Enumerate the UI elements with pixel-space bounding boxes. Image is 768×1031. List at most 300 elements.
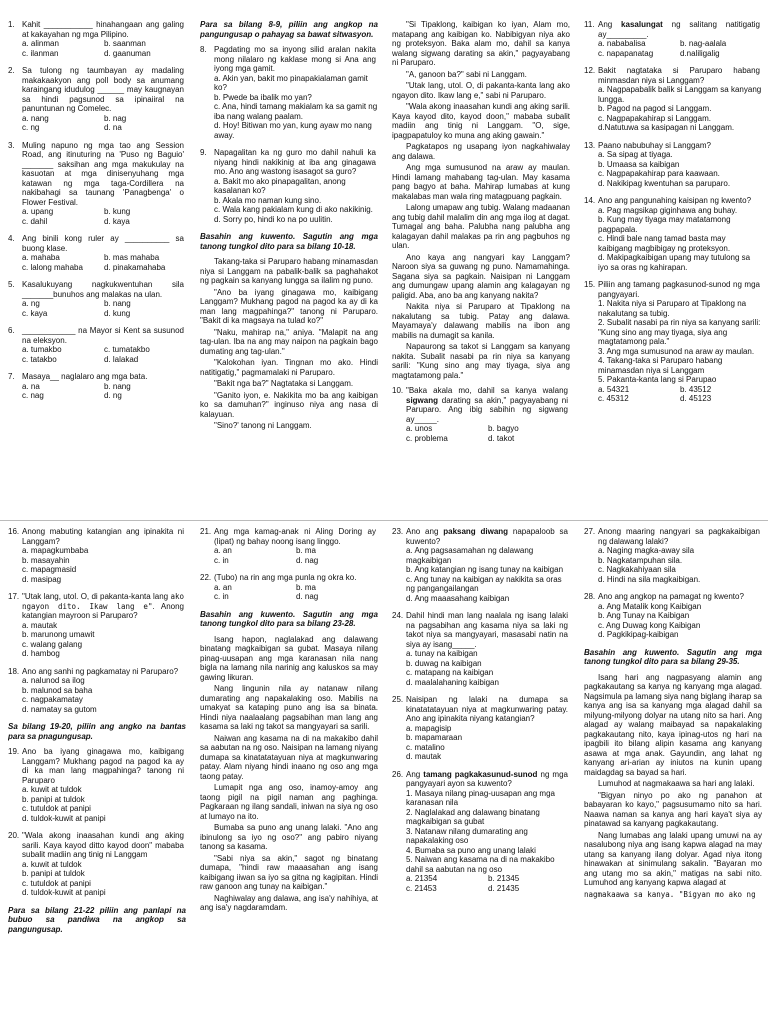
story-paragraph: Pagkatapos ng usapang iyon nagkahiwalay ang dalawa.: [392, 142, 570, 161]
option-item: a. kuwit at tuldok: [22, 785, 82, 794]
question-row: [8, 141, 186, 208]
option-item: c. 21453: [406, 883, 437, 893]
option-item: c. napapanatag: [598, 48, 654, 58]
question-item: [584, 280, 762, 404]
story-paragraph: "Si Tipaklong, kaibigan ko iyan, Alam mo, matapang ang kaibigan ko. Nabibigyan niya ako ng proteksyon. Baka alam mo, dahil sa kanya walang sigwang darating sa akin," pagyayabang ni Paruparo.: [392, 20, 570, 67]
instruction: Basahin ang kuwento. Sagutin ang mga tanong tungkol dito para sa bilang 10-18.: [200, 232, 378, 251]
question-item: [584, 66, 762, 133]
question-item: [392, 611, 570, 687]
option-item: 1. Nakita niya si Paruparo at Tipaklong na nakalutang sa tubig.: [598, 299, 747, 318]
option-item: b. panipi at tuldok: [22, 869, 85, 878]
question-text-part: Ang: [406, 769, 424, 779]
option-grid: [22, 382, 186, 401]
option-item: 4. Bumaba sa puno ang unang lalaki: [406, 845, 536, 855]
option-item: 3. Natanaw nilang dumarating ang napakalaking oso: [406, 826, 528, 845]
option-row: [406, 424, 570, 434]
question-number: 24.: [392, 611, 404, 620]
question-number: 15.: [584, 280, 596, 289]
option-row: [22, 207, 186, 217]
question-row: [8, 234, 186, 253]
story-paragraph: "Kalokohan iyan. Tingnan mo ako. Hindi natitigatig," pagmamalaki ni Paruparo.: [200, 358, 378, 377]
question-text: Naisipan ng lalaki na dumapa sa kinatatatayuan niya at magkunwaring patay. Ano ang ipinakita niyang katangian?: [406, 695, 568, 723]
option-item: 1. Masaya nilang pinag-uusapan ang mga karanasan nila: [406, 788, 555, 807]
question-text: Paano nabubuhay si Langgam?: [598, 140, 711, 150]
question-number: 16.: [8, 527, 20, 536]
option-grid: [406, 874, 570, 893]
question-number: 28.: [584, 592, 596, 601]
option-item: a. tunay na kaibigan: [406, 649, 478, 658]
question-row: [584, 280, 762, 299]
question-item: [392, 770, 570, 894]
option-item: d. takot: [488, 433, 515, 443]
question-text: Muling napuno ng mga tao ang Session Road, ang itinuturing na 'Puso ng Baguio' _______ saksihan ang mga makukulay na kasuotan at mga dinisenyuhang mga katawan ng mga taga-Cordillera na nakibahagi sa taunang 'Panagbenga' o Flower Festival.: [22, 140, 184, 207]
question-item: [8, 20, 186, 58]
story-paragraph: Napaurong sa takot si Langgam sa kanyang nakita. Subalit nasabi pa rin niya sa kanyang sarili: "Kung sino ang may tiyaga, siya ang magtatamong pala.": [392, 342, 570, 380]
question-text-part: ng salitang natitigatig ay_________.: [598, 20, 760, 39]
question-number: 11.: [584, 20, 595, 29]
option-item: b. Ang katangian ng isang tunay na kaibigan: [406, 565, 564, 574]
option-item: a. an: [214, 582, 232, 592]
question-number: 12.: [584, 66, 596, 75]
option-item: a. Sa sipag at tiyaga.: [598, 150, 673, 159]
option-item: d. ng: [104, 391, 122, 400]
option-row: [598, 39, 762, 49]
question-row: [8, 326, 186, 345]
story-paragraph: Naghiwalay ang dalawa, ang isa'y nahihiya, at ang isa'y nagdaramdam.: [200, 893, 378, 912]
option-row: [22, 391, 186, 401]
option-row: [214, 556, 378, 566]
option-row: [22, 309, 186, 319]
instruction: Basahin ang kuwento. Sagutin ang mga tanong tungkol dito para sa bilang 29-35.: [584, 647, 762, 666]
question-row: [200, 527, 378, 546]
question-item: [392, 527, 570, 603]
option-row: [22, 355, 186, 365]
question-row: [584, 592, 762, 602]
question-number: 23.: [392, 527, 404, 536]
option-row: [598, 394, 762, 404]
question-text: Ano ang sanhi ng pagkamatay ni Paruparo?: [22, 666, 179, 676]
bottom-column-2: [200, 521, 378, 1031]
question-number: 21.: [200, 527, 212, 536]
option-item: b. mas mahaba: [104, 253, 160, 262]
question-number: 4.: [8, 234, 15, 243]
option-list: [406, 789, 570, 875]
option-item: c. lalong mahaba: [22, 262, 83, 272]
option-item: c. matalino: [406, 742, 445, 752]
question-text: Napagalitan ka ng guro mo dahil nahuli ka niyang hindi nakikinig at iba ang ginagawa mo. Ano ang wastong isasagot sa guro?: [214, 148, 376, 176]
option-item: 3. Ang mga sumusunod na araw ay maulan.: [598, 346, 755, 356]
story-paragraph: Nang lumabas ang lalaki upang umuwi na ay nasalubong niya ang isang kapwa alagad na may utang sa kanyang ilang dolyar. Agad niya itong hinawakan at sinimulang sakalin. "Bayaran mo ang utang mo sa akin," matigas na sabi nito. Lumuhod ang kanyang kapwa alagad at: [584, 830, 762, 887]
story-paragraph: "Utak lang, utol. O, di pakanta-kanta lang ako ngayon dito. Ikaw lang e," sabi ni Paruparo.: [392, 81, 570, 100]
option-item: a. mapagkumbaba: [22, 546, 89, 555]
option-item: a. Nagpapabalik balik si Langgam sa kanyang lungga.: [598, 85, 762, 104]
option-item: d. mautak: [406, 752, 442, 761]
option-item: c. dahil: [22, 216, 48, 226]
option-item: c. Ang tunay na kaibigan ay nakikita sa oras ng pangangailangan: [406, 574, 562, 593]
option-item: d. na: [104, 123, 122, 132]
option-item: 5. Pakanta-kanta lang si Parupao: [598, 375, 717, 384]
question-item: [8, 326, 186, 364]
question-text: [406, 527, 568, 546]
option-item: b. mapamaraan: [406, 733, 463, 742]
option-grid: [598, 385, 762, 404]
option-item: 5. Naiwan ang kasama na di na makakibo dahil sa aabutan na ng oso: [406, 855, 555, 874]
option-item: c. Ana, hindi tamang makialam ka sa gamit ng iba nang walang paalam.: [214, 102, 378, 121]
question-row: [584, 66, 762, 85]
story-paragraph: "Sino?' tanong ni Langgam.: [214, 421, 312, 430]
question-row: [200, 45, 378, 74]
question-row: [200, 573, 378, 583]
option-item: d. Hoy! Bitiwan mo yan, kung ayaw mo nang away.: [214, 121, 372, 140]
option-item: b. nag: [104, 113, 127, 123]
option-row: [22, 253, 186, 263]
option-list: [22, 546, 186, 584]
story-paragraph: Lumuhod at nagmakaawa sa hari ang lalaki.: [598, 779, 755, 788]
question-item: [584, 527, 762, 584]
question-text: Bakit nagtataka si Paruparo habang minmasdan niya si Langgam?: [598, 66, 760, 85]
option-item: c. nag: [22, 391, 44, 400]
option-item: a. mautak: [22, 620, 58, 630]
option-grid: [214, 177, 378, 225]
option-item: a. alinman: [22, 39, 59, 48]
option-item: b. nag-aalala: [680, 39, 727, 48]
question-text-part: darating sa akin," pagyayabang ni Paruparo. Ang ibig sabihin ng sigwang ay_____.: [406, 395, 568, 424]
question-emphasis: kasalungat: [621, 20, 663, 29]
option-list: [598, 299, 762, 385]
story-paragraph: "Sabi niya sa akin," sagot ng binatang dumapa, "hindi raw maaasahan ang isang kaibigang iiwan sa iyo sa gitna ng kagipitan. Hindi raw ganoon ang tunay na kaibigan.": [200, 853, 378, 891]
option-item: c. walang galang: [22, 639, 83, 649]
question-item: [584, 141, 762, 189]
option-item: b. Ang Tunay na Kaibigan: [598, 611, 690, 620]
option-row: [22, 114, 186, 124]
option-item: a. ng: [22, 299, 40, 308]
option-item: d. lalakad: [104, 354, 139, 364]
option-item: b. Kung may tiyaga may matatamong pagpapala.: [598, 215, 731, 234]
option-grid: [22, 253, 186, 272]
option-item: b. 43512: [680, 384, 712, 394]
story-paragraph: Lalong umapaw ang tubig. Walang madaanan ang tubig dahil malalim din ang mga ilog at dagat. Tumagal ang baha. Palubha nang palubha ang kalagayan dahil malakas pa rin ang pagbuhos ng ulan.: [392, 203, 570, 250]
question-row: [584, 196, 762, 206]
question-text: [406, 386, 568, 424]
question-item: [8, 667, 186, 715]
question-number: 3.: [8, 140, 15, 150]
option-item: d. masipag: [22, 574, 62, 584]
option-grid: [214, 546, 378, 565]
question-item: [8, 141, 186, 227]
option-item: c. tumatakbo: [104, 345, 150, 354]
option-item: d. tuldok-kuwit at panipi: [22, 888, 106, 897]
question-number: 19.: [8, 747, 20, 756]
question-row: [8, 831, 186, 860]
story-paragraph: Lumapit nga ang oso, inamoy-amoy ang taong pigil na pigil naman ang paghinga. Pagkaraan ng ilang sandali, iniwan na siya ng oso at lumayo na ito.: [200, 783, 378, 821]
option-item: c. Nagkakahiyaan sila: [598, 565, 676, 574]
option-row: [598, 49, 762, 59]
option-item: c. in: [214, 592, 229, 601]
option-row: [22, 382, 186, 392]
option-item: c. nagpakamatay: [22, 695, 83, 704]
question-row: [8, 747, 186, 785]
option-item: c. Nagpapakahirap para kaawaan.: [598, 169, 720, 178]
option-item: b. Umaasa sa kaibigan: [598, 159, 680, 169]
option-item: d. pinakamahaba: [104, 262, 166, 272]
question-text: [22, 592, 184, 621]
option-item: b. Pagod na pagod si Langgam.: [598, 104, 712, 113]
story-paragraph: Nakita niya si Paruparo at Tipaklong na nakalutang sa tubig. Patay ang dalawa. Mayamaya'y dalawang mabilis na ibon ang mabilis na dumagit sa kanila.: [392, 302, 570, 340]
option-item: b. duwag na kaibigan: [406, 658, 482, 668]
option-row: [214, 592, 378, 602]
option-item: d. Pagkikipag-kaibigan: [598, 630, 679, 639]
question-row: [392, 386, 570, 424]
question-text: [406, 770, 568, 789]
option-grid: [214, 583, 378, 602]
option-item: d.naliligalig: [680, 48, 720, 58]
question-text-part: ng mga pangyayari ayon sa kuwento?: [406, 769, 568, 788]
option-row: [406, 874, 570, 884]
option-item: a. upang: [22, 207, 54, 216]
option-grid: [22, 207, 186, 226]
option-item: d. maalalahaning kaibigan: [406, 677, 499, 687]
instruction: Basahin ang kuwento. Sagutin ang mga tanong tungkol dito para sa bilang 23-28.: [200, 609, 378, 628]
question-text: Pagdating mo sa inyong silid aralan nakita mong nilalaro ng kaklase mong si Ana ang iyong mga gamit.: [214, 45, 376, 73]
option-item: b. malunod sa baha: [22, 685, 93, 695]
option-grid: [22, 114, 186, 133]
question-item: [200, 573, 378, 602]
option-item: a. tumakbo: [22, 345, 62, 354]
option-grid: [598, 39, 762, 58]
question-row: [584, 141, 762, 151]
question-item: [392, 386, 570, 443]
option-item: a. kuwit at tuldok: [22, 859, 82, 869]
story-paragraph: "Naku, mahirap na," aniya. "Malapit na ang tag-ulan. Iba na ang may naipon na pagkain bago dumating ang tag-ulan.": [200, 327, 378, 356]
option-list: [598, 206, 762, 273]
option-grid: [214, 74, 378, 141]
option-item: b. ma: [296, 582, 317, 592]
option-list: [598, 85, 762, 133]
top-column-3: [392, 0, 570, 520]
option-item: a. Naging magka-away sila: [598, 546, 695, 555]
question-text-part: "Baka akala mo, dahil sa kanya walang: [406, 386, 568, 395]
option-row: [22, 217, 186, 227]
option-list: [406, 724, 570, 762]
story-paragraph: Isang hapon, naglalakad ang dalawang binatang magkaibigan sa gubat. Masaya nilang pinag-uusapan ang mga karanasan nila nang bigla na lamang nila narinig ang kaluskos sa may gawing likuran.: [200, 634, 378, 682]
question-number: 20.: [8, 831, 20, 840]
question-text: Kahit ___________ hinahangaan ang galing at kakayahan ng mga Pilipino.: [22, 20, 184, 39]
option-grid: [22, 345, 186, 364]
option-row: [406, 884, 570, 894]
option-item: a. Akin yan, bakit mo pinapakialaman gamit ko?: [214, 73, 368, 92]
question-row: [8, 20, 186, 39]
option-row: [22, 345, 186, 355]
story-paragraph: "Wala akong inaasahan kundi ang aking sarili. Kaya kayod dito, kayod doon," mababa subalit madiin ang tinig ni Langgam. "O, sige, ipagpapatuloy ko muna ang aking gawain.": [392, 102, 570, 140]
question-row: [8, 527, 186, 546]
option-list: [22, 676, 186, 714]
option-item: c. in: [214, 555, 229, 565]
question-text: Anong maaring nangyari sa pagkakaibigan ng dalawang lalaki?: [598, 527, 760, 546]
question-item: [584, 20, 762, 58]
question-text: Sa tulong ng taumbayan ay madaling makakaakyon ang poll body sa anumang karaingang idudulog ______ may kaugnayan sa hindi pagsunod sa ipinaiiral na panuntunan ng Comelec.: [22, 66, 184, 113]
option-item: a. Pag magsikap giginhawa ang buhay.: [598, 205, 738, 215]
question-text-part: "Utak lang, utol. O, di pakanta-kanta lang: [22, 592, 171, 601]
top-page: [0, 0, 768, 500]
option-item: d. kaya: [104, 216, 130, 226]
question-row: [392, 611, 570, 649]
question-number: 17.: [8, 592, 20, 601]
story-paragraph: Isang hari ang nagpasyang alamin ang pagkakautang sa kanya ng kanyang mga alagad. Nagsimula pa lamang siya nang biglang iharap sa kanya ang isa sa kanyang mga alagad dahil sa milyung-milyong dolyar na utang nito sa hari. Ang alagad ay walang maibayad sa napakalaking pagkakautang nito, kaya ipinag-utos ng hari na ipagbili ito bilang alipin kasama ang kanyang asawa at mga anak. Gayundin, ang lahat ng kanyang ari-arian ay iniutos na kunin upang maidagdag sa bayad sa hari.: [584, 672, 762, 777]
top-column-1: [8, 0, 186, 520]
option-item: b. bagyo: [488, 424, 519, 433]
option-item: 4. Takang-taka si Paruparo habang minamasdan niya si Langgam: [598, 356, 723, 375]
option-item: c. ng: [22, 123, 40, 132]
option-item: a. Ang Matalik kong Kaibigan: [598, 601, 702, 611]
question-item: [8, 747, 186, 823]
question-text: ____________ na Mayor si Kent sa susunod na eleksyon.: [22, 326, 184, 345]
question-text: Ano ba iyang ginagawa mo, kaibigang Langgam? Mukhang pagod na pagod ka ay di ka man lang magpahinga? tanong ni Paruparo: [22, 747, 184, 785]
question-row: [392, 527, 570, 546]
option-item: b. nang: [104, 299, 131, 308]
question-number: 6.: [8, 326, 15, 335]
instruction: Para sa bilang 21-22 piliin ang panlapi na bubuo sa pandiwa na angkop sa pangungusap.: [8, 905, 186, 934]
story-paragraph: Naiwan ang kasama na di na makakibo dahil sa aabutan na ng oso. Naisipan na lamang niyang dumapa sa kinatatatayuan niya at magkunwaring patay. Alam niyang hindi inaano ng oso ang mga taong patay.: [200, 733, 378, 781]
option-item: c. tutuldok at panipi: [22, 804, 91, 813]
option-item: c. ilanman: [22, 48, 59, 58]
option-grid: [22, 299, 186, 318]
option-item: a. unos: [406, 424, 433, 433]
instruction: Para sa bilang 8-9, piliin ang angkop na pangungusap o pahayag sa bawat sitwasyon.: [200, 20, 378, 39]
option-item: d. namatay sa gutom: [22, 704, 97, 714]
question-row: [8, 667, 186, 677]
option-list: [598, 150, 762, 188]
option-item: a. mapagisip: [406, 723, 452, 733]
option-list: [22, 785, 186, 823]
option-item: d. 45123: [680, 394, 712, 403]
question-text: Ano ang pangunahing kaisipan ng kwento?: [598, 196, 752, 205]
story-paragraph: "Bakit nga ba?" Nagtataka si Langgam.: [214, 379, 354, 388]
option-item: c. tutuldok at panipi: [22, 878, 91, 888]
question-row: [584, 20, 762, 39]
option-item: b. nang: [104, 381, 131, 391]
question-item: [392, 695, 570, 762]
question-item: [8, 234, 186, 272]
question-text-part: . Anong katangian mayroon si Paruparo?: [22, 601, 184, 620]
option-list: [598, 546, 762, 584]
option-item: b. Pwede ba ibalik mo yan?: [214, 92, 312, 102]
question-number: 13.: [584, 140, 596, 150]
story-paragraph: Nang lingunin nila ay natanaw nilang dumarating ang napakalaking oso. Mabilis na umakyat sa kataping puno ang isa sa binata. Hindi niya naalaalang pagsabihan man lang ang kasama sa laki ng takot sa mangyayari sa sarili.: [200, 684, 378, 731]
option-item: c. 45312: [598, 394, 629, 403]
question-item: [200, 148, 378, 224]
option-item: d. tuldok-kuwit at panipi: [22, 813, 106, 823]
option-list: [22, 621, 186, 659]
option-item: b. Akala mo naman kung sino.: [214, 195, 322, 205]
option-item: b. Nagkatampuhan sila.: [598, 555, 683, 565]
question-row: [8, 280, 186, 299]
option-item: d. nag: [296, 592, 319, 601]
option-item: a. nang: [22, 113, 49, 123]
option-item: a. 54321: [598, 384, 630, 394]
story-paragraph: "Bigyan ninyo po ako ng panahon at babayaran ko kayo," pagsusumamo nito sa hari. Naawa naman sa kanya ang hari kaya't siya ay pinatawad sa kanyang pagkakautang.: [584, 790, 762, 828]
question-number: 27.: [584, 527, 596, 536]
option-item: c. Hindi bale nang tamad basta may kaibigang magbibigay ng proteksyon.: [598, 234, 731, 253]
question-text: "Wala akong inaasahan kundi ang aking sarili. Kaya kayod ditto kayod doon" mababa subalit madiin ang tinig ni Langgam: [22, 831, 184, 859]
story-paragraph: Takang-taka si Paruparo habang minamasdan niya si Langgam na pabalik-balik sa paghahakot ng pagkain sa kanyang lungga sa ilalim ng puno.: [200, 257, 378, 285]
question-number: 7.: [8, 372, 15, 381]
question-item: [584, 196, 762, 272]
question-item: [200, 45, 378, 140]
story-paragraph: Ang mga sumusunod na araw ay maulan. Hindi lamang mahabang tag-ulan. May kasama pang bagyo at baha. Mahirap lumabas at kung makalabas man wala ring matagpuang pagkain.: [392, 163, 570, 201]
question-emphasis: paksang diwang: [443, 527, 509, 536]
option-item: c. matapang na kaibigan: [406, 668, 494, 677]
question-item: [584, 592, 762, 640]
option-item: d. Nakikipag kwentuhan sa paruparo.: [598, 178, 731, 188]
option-item: c. problema: [406, 433, 448, 443]
question-text: [598, 20, 760, 39]
question-item: [8, 280, 186, 318]
option-item: c. tatakbo: [22, 354, 57, 364]
option-item: b. panipi at tuldok: [22, 794, 85, 804]
question-row: [392, 695, 570, 724]
question-number: 18.: [8, 666, 20, 676]
question-item: [8, 372, 186, 401]
question-text: Masaya__ naglalaro ang mga bata.: [22, 372, 148, 381]
option-item: a. mahaba: [22, 253, 60, 262]
option-item: b. kung: [104, 207, 131, 216]
question-row: [8, 66, 186, 114]
question-text: Ang binili kong ruler ay __________ sa buong klase.: [22, 234, 184, 253]
story-paragraph: "A, ganoon ba?" sabi ni Langgam.: [406, 69, 527, 79]
story-paragraph: "Ano ba iyang ginagawa mo, kaibigang Langgam? Mukhang pagod na pagod ka ay di ka man lang magpahinga?" tanong ni Paruparo. "Bakit di ka magsaya na tulad ko?": [200, 287, 378, 325]
option-item: a. an: [214, 546, 232, 555]
question-row: [8, 372, 186, 382]
question-text: Ano ang angkop na pamagat ng kwento?: [598, 592, 744, 601]
question-number: 26.: [392, 769, 404, 779]
option-grid: [406, 424, 570, 443]
option-item: a. Ang pagsasamahan ng dalawang magkaibigan: [406, 546, 534, 565]
option-item: d. Makipagkaibigan upang may tutulong sa iyo sa oras ng kahirapan.: [598, 253, 751, 272]
question-item: [8, 592, 186, 659]
option-item: a. 21354: [406, 874, 438, 883]
question-emphasis: tamang pagkakasunud-sunod: [423, 769, 538, 779]
question-item: [8, 831, 186, 898]
option-item: c. mapagmasid: [22, 565, 77, 574]
option-item: a. na: [22, 381, 40, 391]
option-item: d. hambog: [22, 649, 60, 658]
question-number: 22.: [200, 573, 212, 582]
option-item: 2. Naglalakad ang dalawang binatang magkaibigan sa gubat: [406, 807, 540, 826]
question-text: Dahil hindi man lang naalala ng isang lalaki na pagsabihan ang kasama niya sa laki ng takot niya sa mangyayari, masasabi natin na siya ay isang_____.: [406, 611, 568, 649]
option-item: c. Ang Duwag kong Kaibigan: [598, 620, 701, 630]
option-item: b. saanman: [104, 39, 146, 48]
option-item: d. nag: [296, 555, 319, 565]
option-list: [22, 860, 186, 898]
question-row: [200, 148, 378, 177]
question-number: 2.: [8, 66, 15, 75]
story-tail: nagmakaawa sa kanya. "Bigyan mo ako ng: [584, 889, 756, 899]
option-item: b. ma: [296, 546, 317, 555]
question-number: 9.: [200, 148, 207, 157]
question-item: [8, 66, 186, 133]
question-number: 5.: [8, 280, 15, 289]
question-number: 8.: [200, 45, 207, 54]
option-item: b. marunong umawit: [22, 630, 95, 639]
option-list: [406, 649, 570, 687]
option-item: b. masayahin: [22, 555, 70, 565]
top-column-2: [200, 0, 378, 520]
question-text: Anong mabuting katangian ang ipinakita ni Langgam?: [22, 527, 184, 546]
option-item: a. nalunod sa ilog: [22, 676, 85, 685]
option-item: d. Sorry po, hindi ko na po uulitin.: [214, 214, 333, 224]
question-emphasis: sigwang: [406, 395, 439, 405]
story-paragraph: Bumaba sa puno ang unang lalaki. "Ano ang ibinulong sa iyo ng oso?" ang pabiro niyang tanong sa kasama.: [200, 823, 378, 851]
